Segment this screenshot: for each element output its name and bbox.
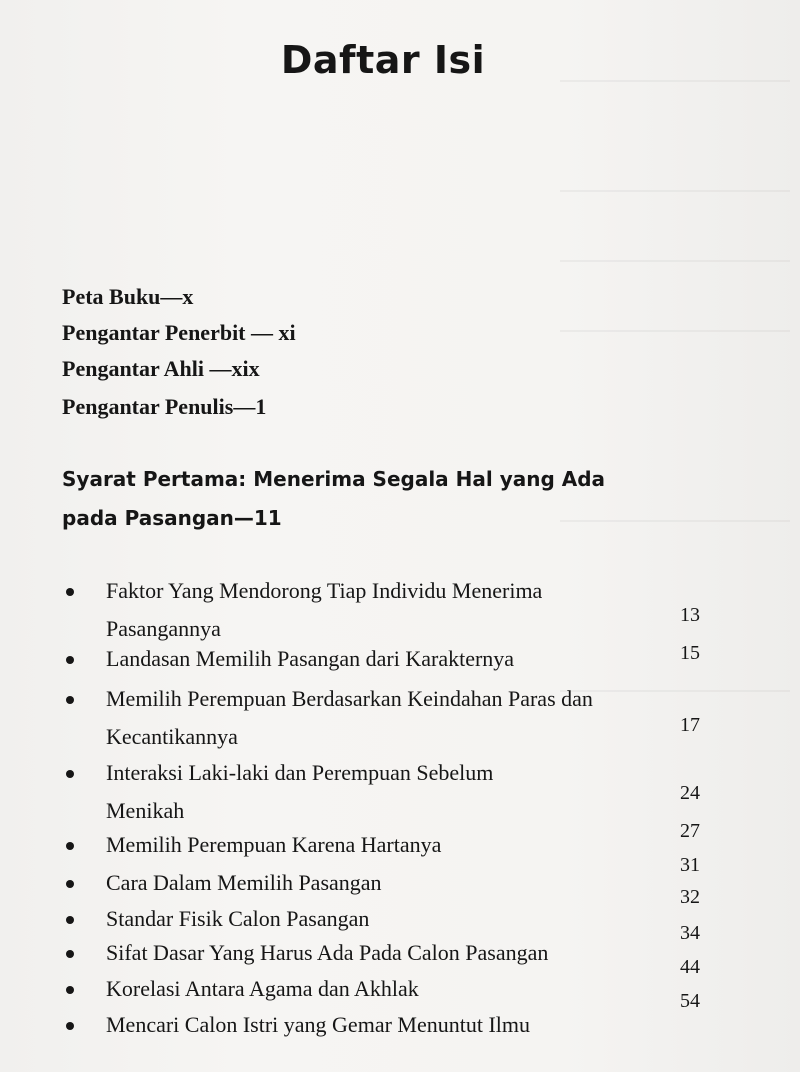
bullet-icon: [66, 986, 74, 994]
bullet-icon: [66, 656, 74, 664]
page-title: Daftar Isi: [280, 38, 486, 82]
toc-entry-text: Standar Fisik Calon Pasangan: [106, 906, 370, 931]
front-matter-item: Pengantar Ahli —xix: [62, 356, 260, 381]
bullet-icon: [66, 880, 74, 888]
bullet-icon: [66, 916, 74, 924]
toc-page-number: 44: [680, 956, 700, 978]
toc-page-number: 15: [680, 642, 700, 664]
toc-page-number: 13: [680, 604, 700, 626]
toc-page-number: 31: [680, 854, 700, 876]
chapter-heading-line: Syarat Pertama: Menerima Segala Hal yang Ada: [62, 467, 606, 491]
toc-page-number: 27: [680, 820, 700, 842]
toc-entry-text: Korelasi Antara Agama dan Akhlak: [106, 976, 419, 1001]
toc-page-number: 34: [680, 922, 700, 944]
bullet-icon: [66, 950, 74, 958]
toc-page-number: 24: [680, 782, 700, 804]
bullet-icon: [66, 588, 74, 596]
bullet-icon: [66, 696, 74, 704]
toc-entry-text: Landasan Memilih Pasangan dari Karakternya: [106, 646, 515, 671]
bleed-through-line: [560, 260, 790, 262]
bullet-icon: [66, 770, 74, 778]
toc-page-number: 54: [680, 990, 700, 1012]
toc-page-number: 17: [680, 714, 700, 736]
toc-entry-text: Sifat Dasar Yang Harus Ada Pada Calon Pasangan: [106, 940, 549, 965]
toc-entry-text: Mencari Calon Istri yang Gemar Menuntut Ilmu: [106, 1012, 531, 1037]
front-matter-item: Pengantar Penulis—1: [62, 394, 267, 419]
chapter-heading: [62, 460, 642, 538]
toc-page-number: 32: [680, 886, 700, 908]
bullet-icon: [66, 842, 74, 850]
toc-entry-text: Memilih Perempuan Berdasarkan Keindahan Paras dan Kecantikannya: [106, 686, 593, 749]
bleed-through-line: [560, 190, 790, 192]
bullet-icon: [66, 1022, 74, 1030]
toc-entry-text: Memilih Perempuan Karena Hartanya: [106, 832, 442, 857]
front-matter-item: Peta Buku—x: [62, 284, 194, 309]
chapter-heading-line: pada Pasangan—11: [62, 506, 282, 530]
toc-entry-text: Cara Dalam Memilih Pasangan: [106, 870, 382, 895]
toc-entry-text: Interaksi Laki-laki dan Perempuan Sebelum Menikah: [106, 760, 494, 823]
toc-entry-text: Faktor Yang Mendorong Tiap Individu Menerima Pasangannya: [106, 578, 543, 641]
front-matter-item: Pengantar Penerbit — xi: [62, 320, 296, 345]
bleed-through-line: [560, 330, 790, 332]
